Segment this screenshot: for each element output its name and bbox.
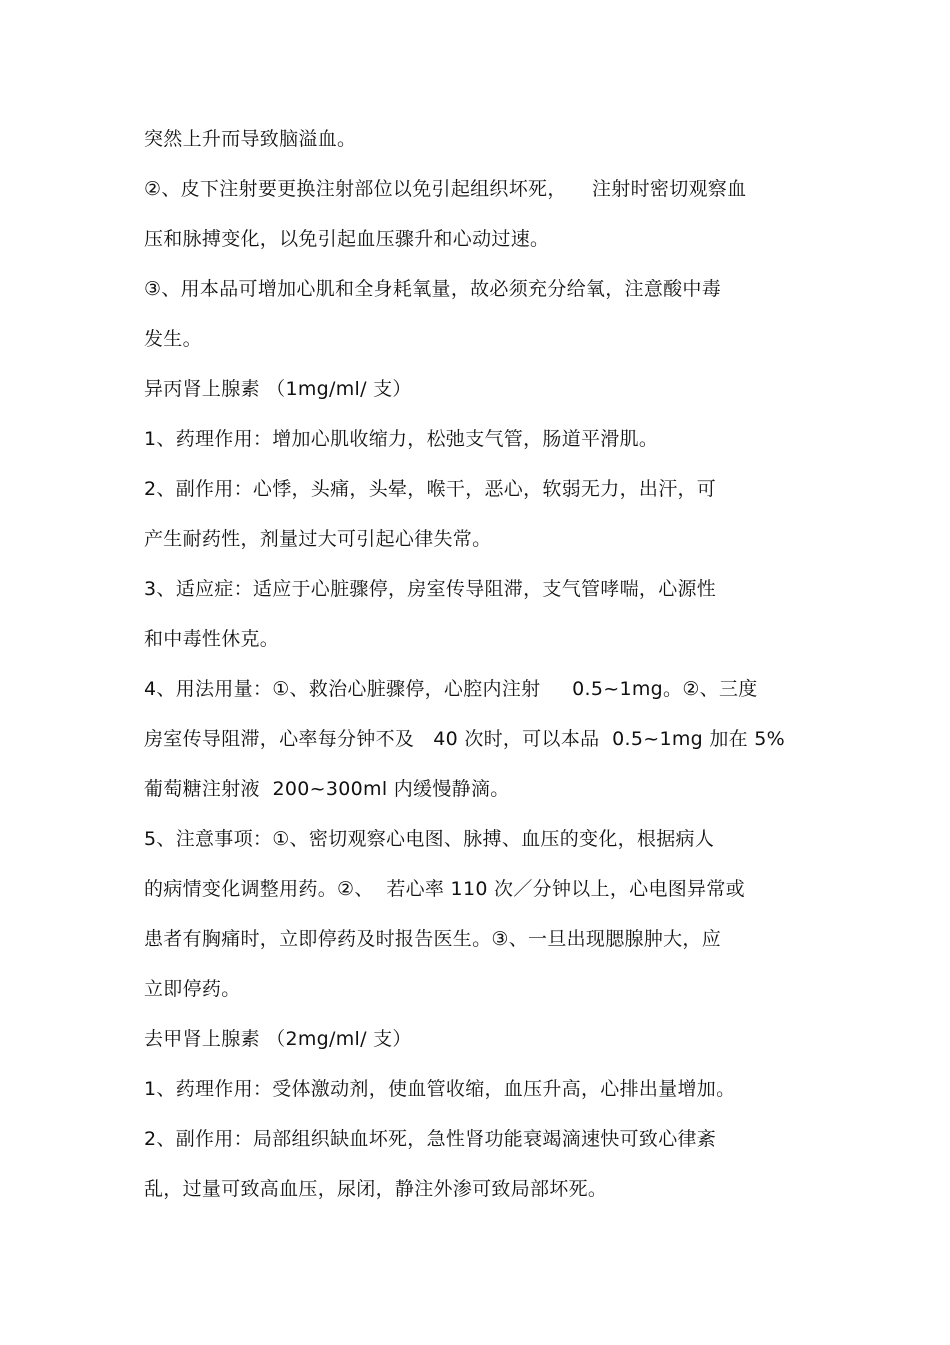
text-line: 发生。 <box>144 328 202 350</box>
text-line: ②、皮下注射要更换注射部位以免引起组织坏死， 注射时密切观察血 <box>144 178 747 200</box>
text-line: 葡萄糖注射液 200~300ml 内缓慢静滴。 <box>144 778 510 800</box>
text-line: ③、用本品可增加心肌和全身耗氧量，故必须充分给氧，注意酸中毒 <box>144 278 722 300</box>
text-line: 的病情变化调整用药。②、 若心率 110 次／分钟以上，心电图异常或 <box>144 878 745 900</box>
text-line: 和中毒性休克。 <box>144 628 280 650</box>
section-heading: 异丙肾上腺素 （1mg/ml/ 支） <box>144 378 412 400</box>
text-line: 房室传导阻滞，心率每分钟不及 40 次时，可以本品 0.5~1mg 加在 5% <box>144 728 786 750</box>
text-line: 乱，过量可致高血压，尿闭，静注外渗可致局部坏死。 <box>144 1178 608 1200</box>
section-heading: 去甲肾上腺素 （2mg/ml/ 支） <box>144 1028 412 1050</box>
text-line: 立即停药。 <box>144 978 241 1000</box>
document-body <box>144 124 844 1224</box>
text-line: 患者有胸痛时，立即停药及时报告医生。③、一旦出现腮腺肿大，应 <box>144 928 722 950</box>
text-line: 2、副作用：局部组织缺血坏死，急性肾功能衰竭滴速快可致心律紊 <box>144 1128 717 1150</box>
text-line: 2、副作用：心悸，头痛，头晕，喉干，恶心，软弱无力，出汗，可 <box>144 478 717 500</box>
text-line: 4、用法用量：①、救治心脏骤停，心腔内注射 0.5~1mg。②、三度 <box>144 678 758 700</box>
text-line: 1、药理作用：增加心肌收缩力，松弛支气管，肠道平滑肌。 <box>144 428 659 450</box>
text-line: 1、药理作用：受体激动剂，使血管收缩，血压升高，心排出量增加。 <box>144 1078 736 1100</box>
text-line: 压和脉搏变化，以免引起血压骤升和心动过速。 <box>144 228 550 250</box>
text-line: 5、注意事项：①、密切观察心电图、脉搏、血压的变化，根据病人 <box>144 828 715 850</box>
text-line: 突然上升而导致脑溢血。 <box>144 128 357 150</box>
text-line: 产生耐药性，剂量过大可引起心律失常。 <box>144 528 492 550</box>
text-line: 3、适应症：适应于心脏骤停，房室传导阻滞，支气管哮喘，心源性 <box>144 578 717 600</box>
